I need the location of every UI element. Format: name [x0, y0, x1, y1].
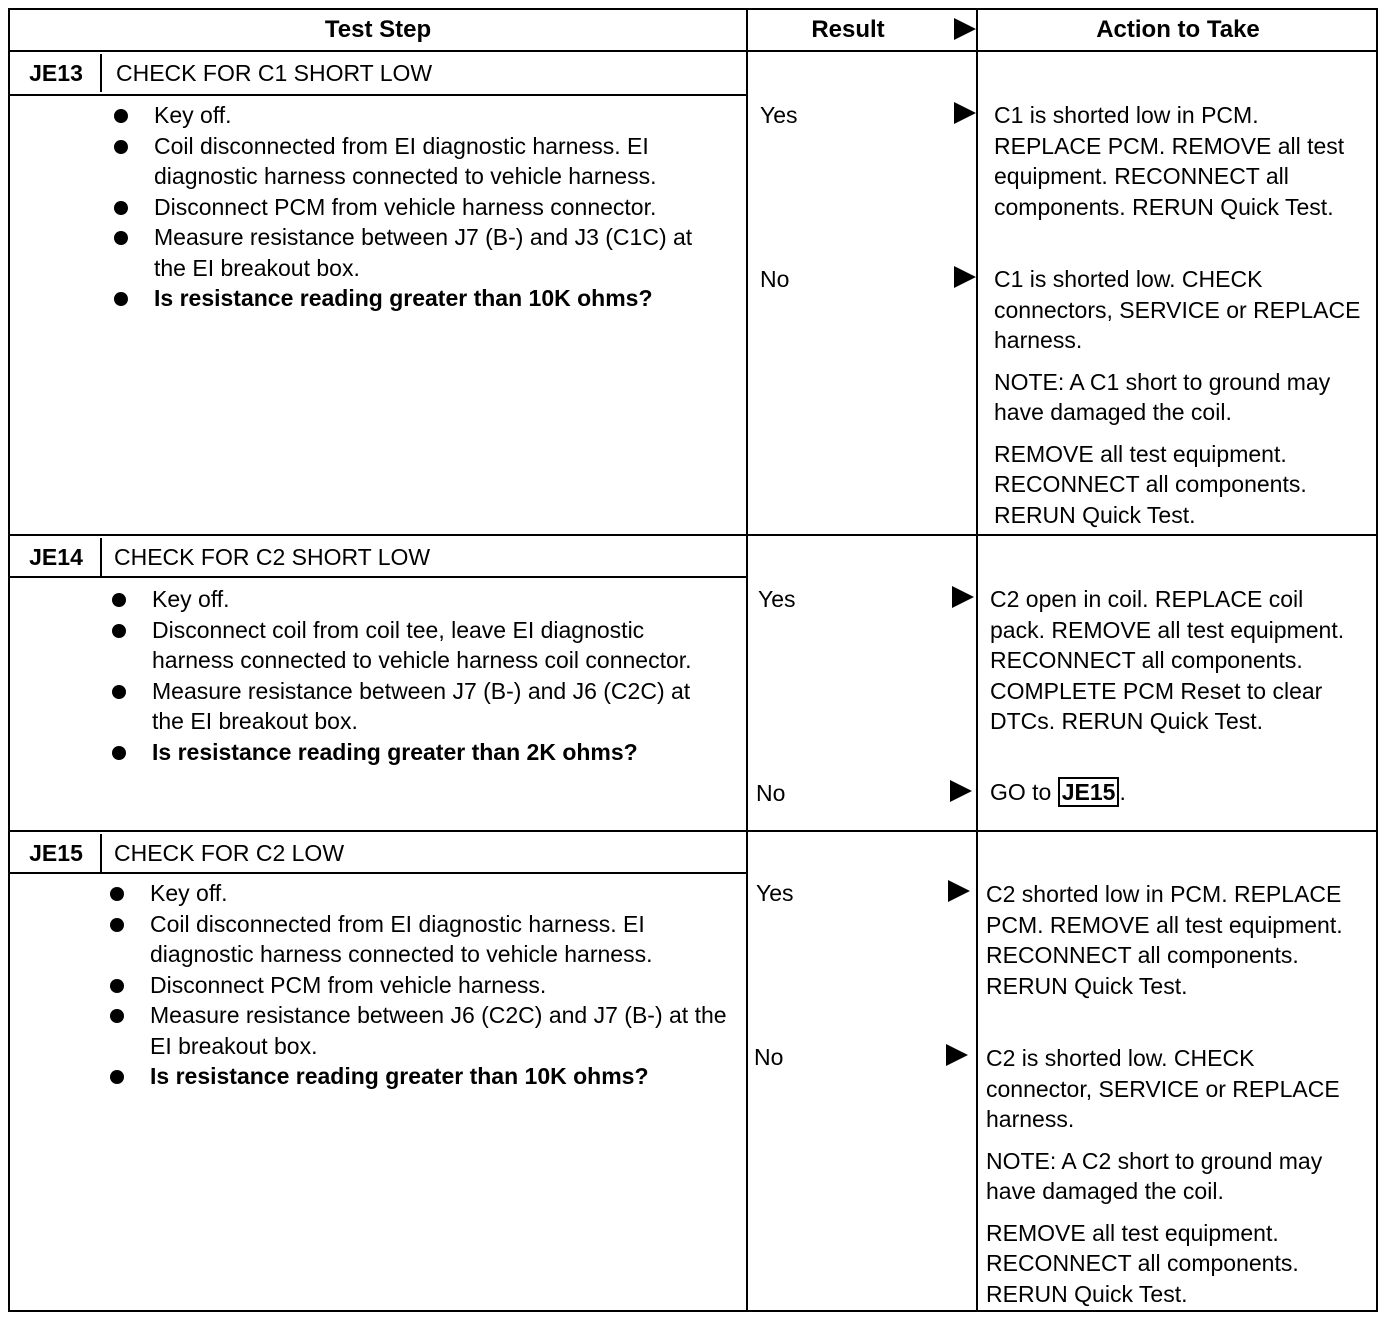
- column-divider-action: [976, 10, 978, 1310]
- result-yes: Yes: [758, 586, 796, 612]
- bullet-dot-icon: [114, 201, 128, 215]
- action-no: C2 is shorted low. CHECK connector, SERVICE or REPLACE harness. NOTE: A C2 short to ground may have damaged the coil. REMOVE all test equipment. RECONNECT all components. RERUN Quick Test.: [986, 1043, 1358, 1320]
- bullet-item: Disconnect PCM from vehicle harness.: [106, 970, 728, 1001]
- bullet-item: Measure resistance between J7 (B-) and J6 (C2C) at the EI breakout box.: [108, 676, 728, 737]
- result-no: No: [754, 1044, 784, 1070]
- bullet-item: Measure resistance between J7 (B-) and J3 (C1C) at the EI breakout box.: [110, 222, 720, 283]
- bullet-dot-icon: [110, 1009, 124, 1023]
- bullet-item: Disconnect coil from coil tee, leave EI diagnostic harness connected to vehicle harness coil connector.: [108, 615, 728, 676]
- step-divider: [10, 830, 1376, 832]
- result-no: No: [760, 266, 790, 292]
- bullet-item: Key off.: [110, 100, 720, 131]
- right-triangle-icon: [952, 586, 974, 608]
- bullet-dot-icon: [112, 746, 126, 760]
- bullet-dot-icon: [110, 887, 124, 901]
- step-title-divider: [10, 872, 746, 874]
- right-triangle-icon: [954, 266, 976, 288]
- step-title: CHECK FOR C1 SHORT LOW: [116, 60, 433, 86]
- right-triangle-icon: [954, 18, 976, 40]
- header-action: Action to Take: [1096, 16, 1260, 43]
- step-bullet-list: [108, 584, 728, 767]
- bullet-dot-icon: [114, 231, 128, 245]
- bullet-item: Key off.: [106, 878, 728, 909]
- note-text: NOTE: A C1 short to ground may have damaged the coil.: [994, 368, 1331, 425]
- result-no: No: [756, 780, 786, 806]
- step-bullet-list: [110, 100, 720, 314]
- bullet-item: Disconnect PCM from vehicle harness connector.: [110, 192, 720, 223]
- step-title-divider: [10, 94, 746, 96]
- action-no: GO to JE15 .: [990, 779, 1126, 805]
- right-triangle-icon: [946, 1044, 968, 1066]
- bullet-item: Coil disconnected from EI diagnostic harness. EI diagnostic harness connected to vehicle harness.: [106, 909, 728, 970]
- bullet-dot-icon: [110, 1070, 124, 1084]
- step-id: JE14: [29, 544, 83, 570]
- bullet-dot-icon: [112, 593, 126, 607]
- result-yes: Yes: [760, 102, 798, 128]
- result-yes: Yes: [756, 880, 794, 906]
- bullet-item: Coil disconnected from EI diagnostic harness. EI diagnostic harness connected to vehicle harness.: [110, 131, 720, 192]
- column-divider-result: [746, 10, 748, 1310]
- diagnostic-table: [8, 8, 1378, 1312]
- bullet-dot-icon: [110, 918, 124, 932]
- step-id-divider: [100, 538, 102, 576]
- step-title: CHECK FOR C2 SHORT LOW: [114, 544, 431, 570]
- step-title: CHECK FOR C2 LOW: [114, 840, 345, 866]
- bullet-dot-icon: [112, 685, 126, 699]
- bullet-dot-icon: [112, 624, 126, 638]
- bullet-item: Key off.: [108, 584, 728, 615]
- step-title-divider: [10, 576, 746, 578]
- bullet-question: Is resistance reading greater than 2K ohms?: [108, 737, 728, 768]
- bullet-item: Measure resistance between J6 (C2C) and J7 (B-) at the EI breakout box.: [106, 1000, 728, 1061]
- note-text: NOTE: A C2 short to ground may have damaged the coil.: [986, 1147, 1323, 1204]
- bullet-question: Is resistance reading greater than 10K ohms?: [106, 1061, 728, 1092]
- header-test-step: Test Step: [324, 16, 432, 43]
- step-bullet-list: [106, 878, 728, 1092]
- bullet-question: Is resistance reading greater than 10K ohms?: [110, 283, 720, 314]
- bullet-dot-icon: [114, 140, 128, 154]
- step-id: JE15: [29, 840, 83, 866]
- step-id-divider: [100, 54, 102, 92]
- header-divider: [10, 50, 1376, 52]
- step-id: JE13: [29, 60, 83, 86]
- step-divider: [10, 534, 1376, 536]
- action-yes: C2 open in coil. REPLACE coil pack. REMOVE all test equipment. RECONNECT all components. COMPLETE PCM Reset to clear DTCs. RERUN Quick Test.: [990, 586, 1345, 734]
- right-triangle-icon: [954, 102, 976, 124]
- action-yes: C1 is shorted low in PCM. REPLACE PCM. REMOVE all test equipment. RECONNECT all components. RERUN Quick Test.: [994, 102, 1345, 220]
- step-id-divider: [100, 834, 102, 872]
- right-triangle-icon: [950, 780, 972, 802]
- step-reference-link[interactable]: JE15: [1058, 777, 1120, 807]
- bullet-dot-icon: [114, 292, 128, 306]
- bullet-dot-icon: [110, 979, 124, 993]
- right-triangle-icon: [948, 880, 970, 902]
- action-no: C1 is shorted low. CHECK connectors, SERVICE or REPLACE harness. NOTE: A C1 short to ground may have damaged the coil. REMOVE all test equipment. RECONNECT all components. RERUN Quick Test.: [994, 264, 1366, 541]
- bullet-dot-icon: [114, 109, 128, 123]
- header-result: Result: [811, 16, 885, 43]
- action-yes: C2 shorted low in PCM. REPLACE PCM. REMOVE all test equipment. RECONNECT all components. RERUN Quick Test.: [986, 881, 1343, 999]
